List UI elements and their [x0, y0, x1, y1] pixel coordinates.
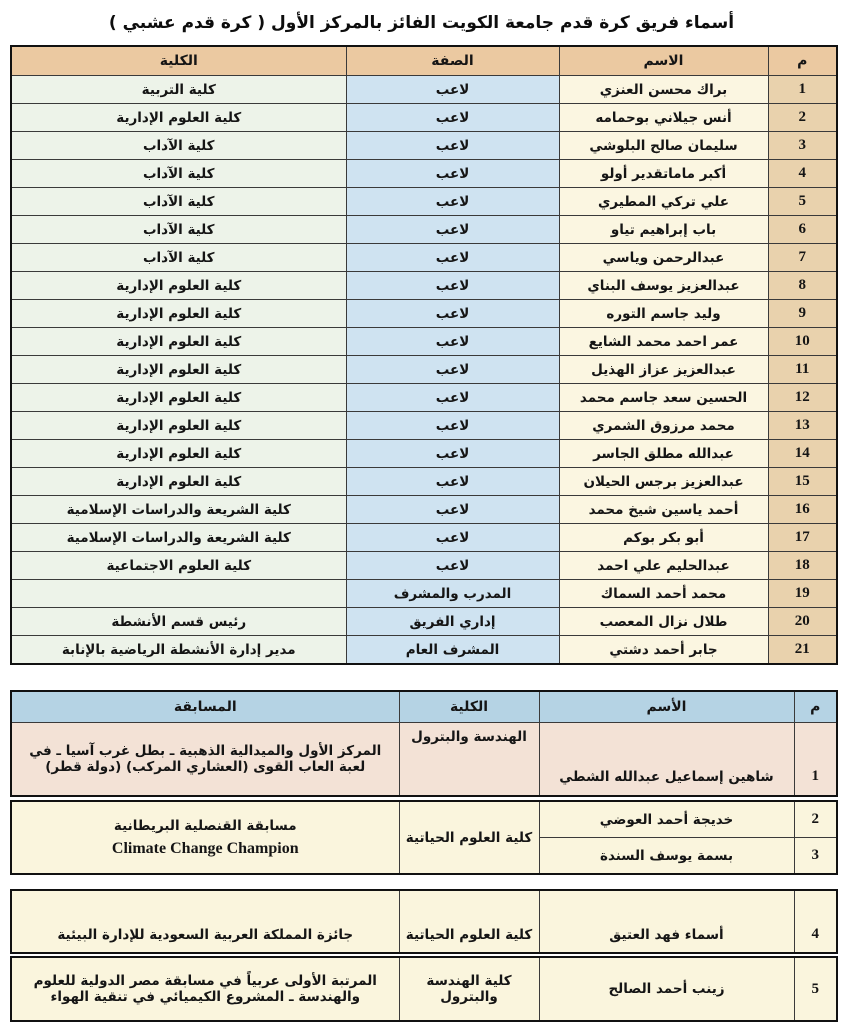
table-row: [11, 132, 837, 160]
role-cell: لاعب: [346, 524, 559, 552]
row-number-cell: 21: [768, 636, 837, 665]
college-column-header: الكلية: [399, 691, 539, 723]
row-number-cell: 12: [768, 384, 837, 412]
table-row: [11, 356, 837, 384]
row-number-cell: 4: [794, 890, 837, 953]
player-name-cell: محمد أحمد السماك: [559, 580, 768, 608]
awards-table-3: [10, 889, 838, 954]
competition-cell: المرتبة الأولى عربياً في مسابقة مصر الدولية للعلوم والهندسة ـ المشروع الكيميائي في تنقية الهواء: [11, 957, 399, 1021]
competition-cell: المركز الأول والميدالية الذهبية ـ بطل غرب آسيا ـ في لعبة العاب القوى (العشاري المركب) (دولة قطر): [11, 723, 399, 797]
football-header-row: [11, 46, 837, 76]
role-cell: لاعب: [346, 216, 559, 244]
row-number-cell: 20: [768, 608, 837, 636]
player-name-cell: محمد مرزوق الشمري: [559, 412, 768, 440]
awardee-name-cell: أسماء فهد العتيق: [539, 890, 794, 953]
player-name-cell: الحسين سعد جاسم محمد: [559, 384, 768, 412]
college-cell: كلية العلوم الإدارية: [11, 356, 346, 384]
num-column-header: م: [768, 46, 837, 76]
awardee-name-cell: بسمة يوسف السندة: [539, 838, 794, 875]
college-cell: كلية العلوم الإدارية: [11, 328, 346, 356]
awards-table-4: [10, 956, 838, 1022]
awards-table-1: [10, 690, 838, 797]
player-name-cell: أنس جيلاني بوحمامه: [559, 104, 768, 132]
college-cell: مدير إدارة الأنشطة الرياضية بالإنابة: [11, 636, 346, 665]
awards-table-2: [10, 800, 838, 875]
role-cell: المشرف العام: [346, 636, 559, 665]
player-name-cell: عبدالحليم علي احمد: [559, 552, 768, 580]
row-number-cell: 1: [794, 723, 837, 797]
competition-cell: جائزة المملكة العربية السعودية للإدارة البيئية: [11, 890, 399, 953]
college-cell: الهندسة والبترول: [399, 723, 539, 797]
player-name-cell: طلال نزال المعصب: [559, 608, 768, 636]
award-row-5: [11, 957, 837, 1021]
player-name-cell: أحمد ياسين شيخ محمد: [559, 496, 768, 524]
role-cell: لاعب: [346, 76, 559, 104]
awards-header-row: [11, 691, 837, 723]
college-cell: كلية الآداب: [11, 188, 346, 216]
row-number-cell: 17: [768, 524, 837, 552]
role-cell: لاعب: [346, 384, 559, 412]
table-row: [11, 524, 837, 552]
num-column-header: م: [794, 691, 837, 723]
player-name-cell: سليمان صالح البلوشي: [559, 132, 768, 160]
role-cell: لاعب: [346, 244, 559, 272]
row-number-cell: 6: [768, 216, 837, 244]
player-name-cell: عبدالرحمن وياسي: [559, 244, 768, 272]
college-cell: كلية العلوم الاجتماعية: [11, 552, 346, 580]
row-number-cell: 1: [768, 76, 837, 104]
row-number-cell: 2: [768, 104, 837, 132]
role-cell: لاعب: [346, 552, 559, 580]
role-cell: لاعب: [346, 468, 559, 496]
college-cell: كلية العلوم الإدارية: [11, 300, 346, 328]
table-row: [11, 216, 837, 244]
row-number-cell: 8: [768, 272, 837, 300]
college-cell: كلية العلوم الإدارية: [11, 440, 346, 468]
college-cell: كلية العلوم الحياتية: [399, 801, 539, 874]
row-number-cell: 14: [768, 440, 837, 468]
football-team-table: [10, 45, 838, 665]
table-row: [11, 440, 837, 468]
table-row: [11, 328, 837, 356]
college-cell: كلية الشريعة والدراسات الإسلامية: [11, 524, 346, 552]
competition-cell: [11, 801, 399, 874]
award-row-2: [11, 801, 837, 838]
table-row: [11, 496, 837, 524]
player-name-cell: باب إبراهيم تياو: [559, 216, 768, 244]
competition-arabic-line: مسابقة القنصلية البريطانية: [113, 817, 297, 834]
role-cell: لاعب: [346, 412, 559, 440]
awardee-name-cell: شاهين إسماعيل عبدالله الشطي: [539, 723, 794, 797]
college-cell: كلية العلوم الإدارية: [11, 272, 346, 300]
table-row: [11, 160, 837, 188]
table-row: [11, 104, 837, 132]
row-number-cell: 13: [768, 412, 837, 440]
table-row: [11, 244, 837, 272]
role-cell: لاعب: [346, 328, 559, 356]
player-name-cell: جابر أحمد دشتي: [559, 636, 768, 665]
row-number-cell: 19: [768, 580, 837, 608]
player-name-cell: عبدالعزيز عزاز الهذيل: [559, 356, 768, 384]
college-cell: كلية العلوم الإدارية: [11, 468, 346, 496]
college-cell: [11, 580, 346, 608]
table-row: [11, 636, 837, 665]
role-cell: لاعب: [346, 440, 559, 468]
player-name-cell: وليد جاسم التوره: [559, 300, 768, 328]
player-name-cell: براك محسن العنزي: [559, 76, 768, 104]
competition-column-header: المسابقة: [11, 691, 399, 723]
role-cell: إداري الفريق: [346, 608, 559, 636]
role-cell: لاعب: [346, 160, 559, 188]
player-name-cell: علي تركي المطيري: [559, 188, 768, 216]
award-row-1: [11, 723, 837, 797]
role-cell: لاعب: [346, 300, 559, 328]
college-cell: كلية العلوم الإدارية: [11, 384, 346, 412]
awardee-name-cell: زينب أحمد الصالح: [539, 957, 794, 1021]
college-cell: كلية الآداب: [11, 160, 346, 188]
table-row: [11, 552, 837, 580]
row-number-cell: 4: [768, 160, 837, 188]
player-name-cell: عبدالله مطلق الجاسر: [559, 440, 768, 468]
role-column-header: الصفة: [346, 46, 559, 76]
college-cell: كلية العلوم الحياتية: [399, 890, 539, 953]
award-row-4: [11, 890, 837, 953]
row-number-cell: 16: [768, 496, 837, 524]
row-number-cell: 15: [768, 468, 837, 496]
row-number-cell: 5: [768, 188, 837, 216]
player-name-cell: عبدالعزيز برجس الحيلان: [559, 468, 768, 496]
role-cell: لاعب: [346, 272, 559, 300]
college-cell: كلية الآداب: [11, 216, 346, 244]
page-title: أسماء فريق كرة قدم جامعة الكويت الفائز بالمركز الأول ( كرة قدم عشبي ): [108, 13, 735, 33]
awardee-name-cell: خديجة أحمد العوضي: [539, 801, 794, 838]
college-cell: كلية العلوم الإدارية: [11, 104, 346, 132]
table-row: [11, 412, 837, 440]
college-cell: رئيس قسم الأنشطة: [11, 608, 346, 636]
name-column-header: الاسم: [559, 46, 768, 76]
row-number-cell: 5: [794, 957, 837, 1021]
row-number-cell: 3: [768, 132, 837, 160]
role-cell: لاعب: [346, 496, 559, 524]
college-cell: كلية الهندسة والبترول: [399, 957, 539, 1021]
college-cell: كلية الآداب: [11, 132, 346, 160]
table-row: [11, 76, 837, 104]
role-cell: لاعب: [346, 188, 559, 216]
college-cell: كلية الآداب: [11, 244, 346, 272]
college-cell: كلية التربية: [11, 76, 346, 104]
player-name-cell: أبو بكر بوكم: [559, 524, 768, 552]
row-number-cell: 11: [768, 356, 837, 384]
row-number-cell: 9: [768, 300, 837, 328]
table-row: [11, 188, 837, 216]
row-number-cell: 18: [768, 552, 837, 580]
table-row: [11, 468, 837, 496]
college-cell: كلية العلوم الإدارية: [11, 412, 346, 440]
role-cell: المدرب والمشرف: [346, 580, 559, 608]
college-cell: كلية الشريعة والدراسات الإسلامية: [11, 496, 346, 524]
row-number-cell: 7: [768, 244, 837, 272]
table-row: [11, 384, 837, 412]
player-name-cell: أكبر ماماتقدير أولو: [559, 160, 768, 188]
college-column-header: الكلية: [11, 46, 346, 76]
row-number-cell: 10: [768, 328, 837, 356]
table-row: [11, 300, 837, 328]
row-number-cell: 3: [794, 838, 837, 875]
name-column-header: الأسم: [539, 691, 794, 723]
table-row: [11, 272, 837, 300]
player-name-cell: عمر احمد محمد الشايع: [559, 328, 768, 356]
table-row: [11, 580, 837, 608]
table-row: [11, 608, 837, 636]
role-cell: لاعب: [346, 356, 559, 384]
row-number-cell: 2: [794, 801, 837, 838]
player-name-cell: عبدالعزيز يوسف البناي: [559, 272, 768, 300]
role-cell: لاعب: [346, 104, 559, 132]
role-cell: لاعب: [346, 132, 559, 160]
competition-english-line: Climate Change Champion: [111, 839, 299, 857]
